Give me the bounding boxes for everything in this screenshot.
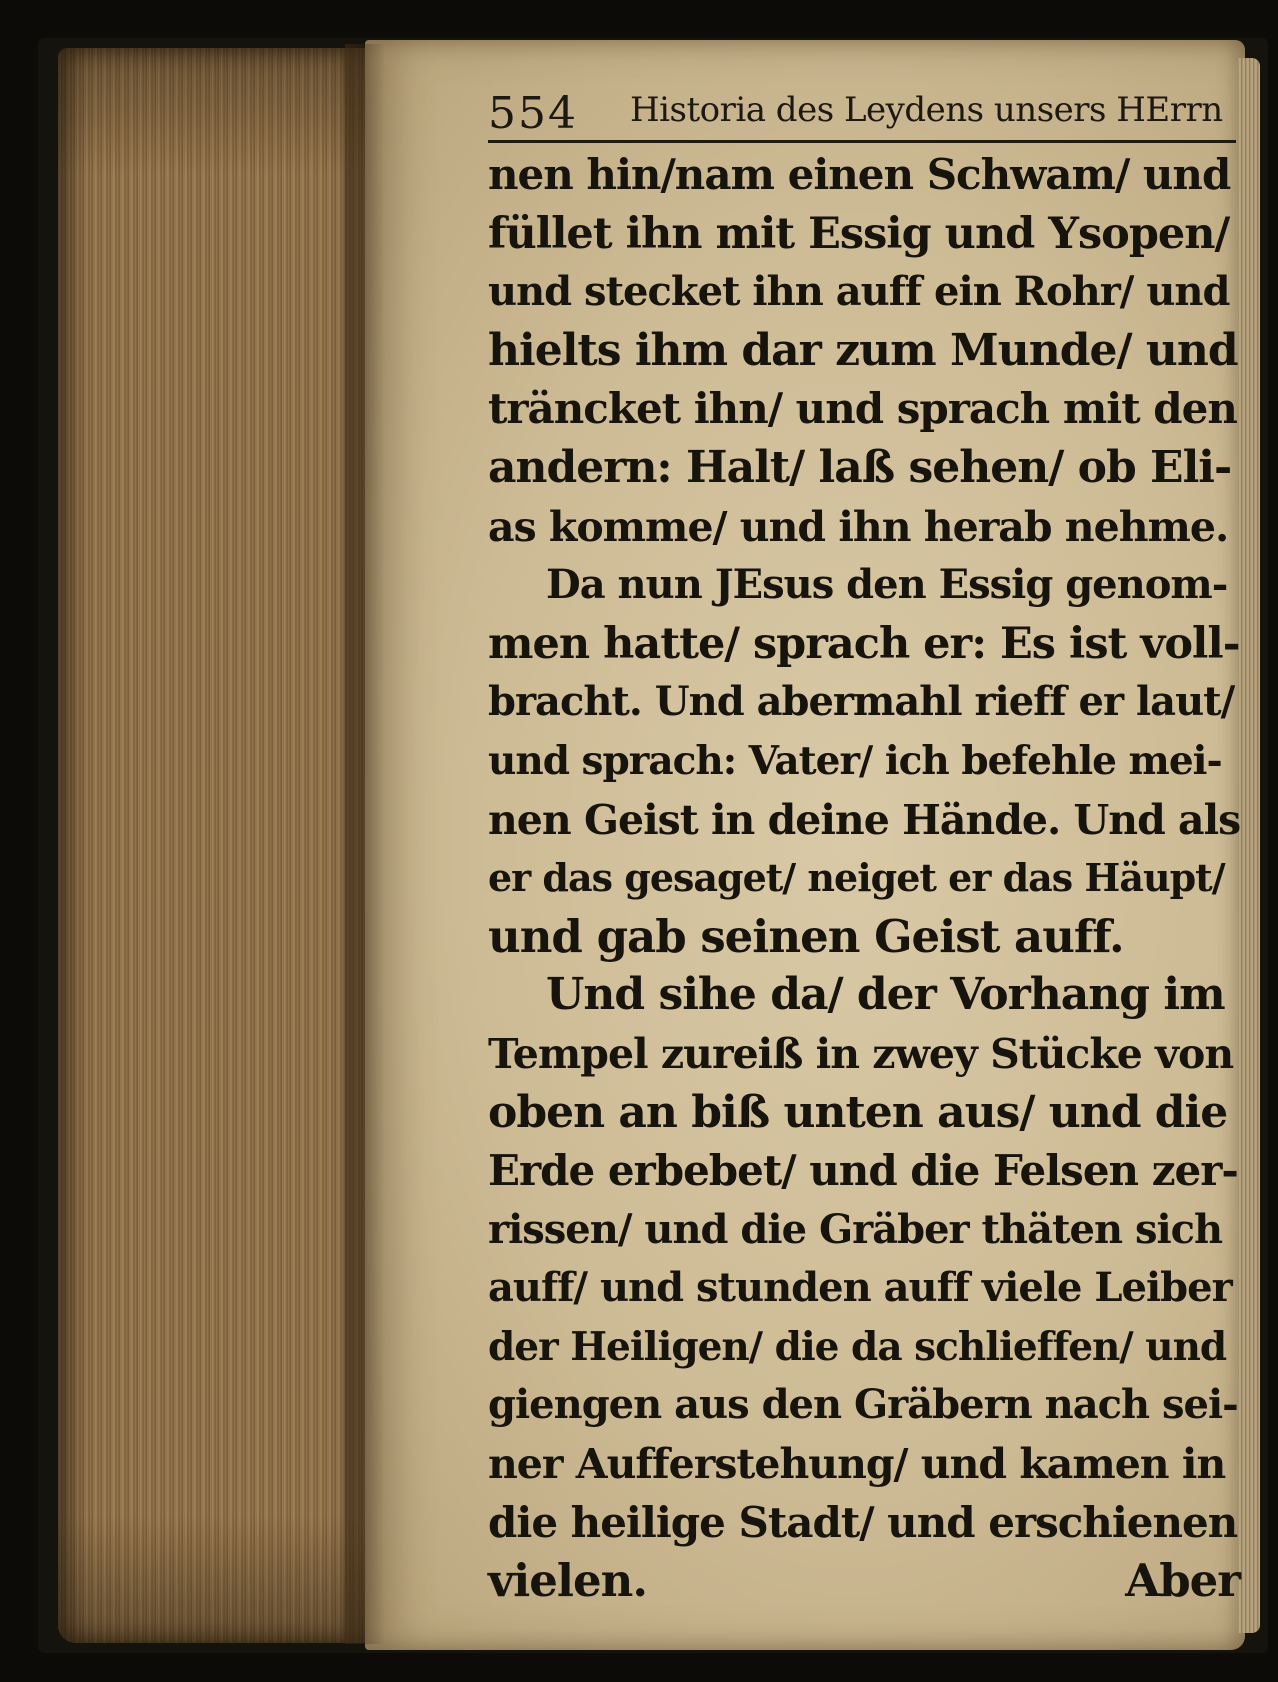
text-line: Und sihe da/ der Vorhang im — [546, 969, 1225, 1021]
text-line: oben an biß unten aus/ und die — [488, 1086, 1228, 1138]
text-line: bracht. Und abermahl rieff er laut/ — [488, 678, 1235, 726]
text-line: Tempel zureiß in zwey Stücke von — [488, 1029, 1234, 1078]
facing-page-edge — [1238, 58, 1260, 1633]
page-block-edges — [58, 48, 370, 1643]
page-gutter — [345, 44, 385, 1644]
text-line: der Heiligen/ die da schlieffen/ und — [488, 1323, 1227, 1370]
text-line: men hatte/ sprach er: Es ist voll- — [488, 618, 1240, 669]
text-line: as komme/ und ihn herab nehme. — [488, 502, 1229, 551]
final-line-text: vielen. — [488, 1554, 647, 1608]
text-line: giengen aus den Gräbern nach sei- — [488, 1381, 1238, 1429]
running-title: Historia des Leydens unsers HErrn — [630, 90, 1223, 130]
text-line: und sprach: Vater/ ich befehle mei- — [488, 737, 1222, 784]
text-line: und gab seinen Geist auff. — [488, 909, 1124, 963]
text-line: träncket ihn/ und sprach mit den — [488, 384, 1237, 434]
text-line: die heilige Stadt/ und erschienen — [488, 1497, 1238, 1547]
text-line: nen hin/nam einen Schwam/ und — [488, 150, 1231, 199]
catchword: Aber — [1125, 1554, 1240, 1608]
body-text — [488, 146, 1240, 1611]
text-line: andern: Halt/ laß sehen/ ob Eli- — [488, 441, 1232, 493]
text-line: ner Aufferstehung/ und kamen in — [488, 1440, 1226, 1489]
page-header — [488, 84, 1236, 143]
text-line: hielts ihm dar zum Munde/ und — [488, 324, 1238, 376]
text-line: Erde erbebet/ und die Felsen zer- — [488, 1146, 1238, 1196]
text-line: füllet ihn mit Essig und Ysopen/ — [488, 208, 1230, 259]
text-line: er das gesaget/ neiget er das Häupt/ — [488, 855, 1225, 901]
text-line: auff/ und stunden auff viele Leiber — [488, 1264, 1232, 1312]
text-line: und stecket ihn auff ein Rohr/ und — [488, 268, 1230, 316]
text-line-final — [488, 1552, 1240, 1611]
text-line: Da nun JEsus den Essig genom- — [546, 561, 1228, 609]
page-number: 554 — [488, 88, 578, 139]
text-line: rissen/ und die Gräber thäten sich — [488, 1205, 1223, 1253]
text-line: nen Geist in deine Hände. Und als — [488, 795, 1241, 844]
